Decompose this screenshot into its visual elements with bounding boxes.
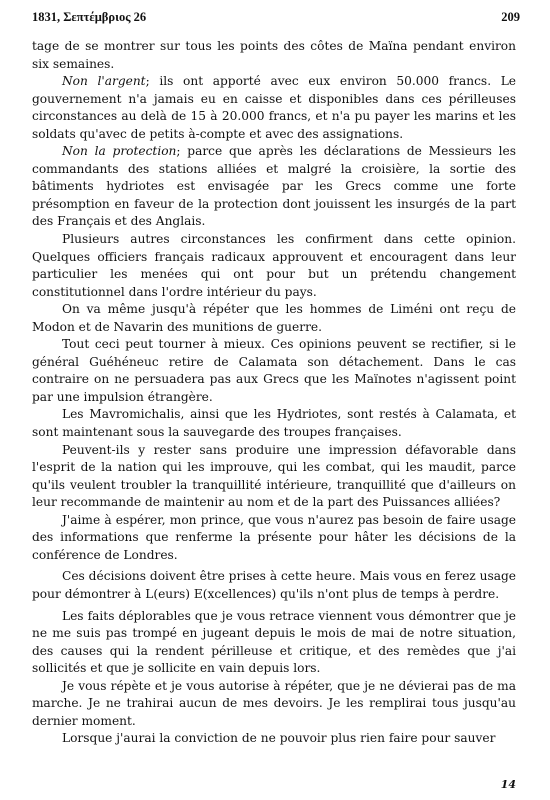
header-date: 1831, Σεπτέμβριος 26 bbox=[32, 10, 147, 24]
paragraph bbox=[32, 143, 516, 231]
paragraph bbox=[32, 730, 516, 748]
paragraph-text: On va même jusqu'à répéter que les hommes de Liméni ont reçu de Modon et de Navarin des munitions de guerre. bbox=[32, 302, 516, 334]
paragraph bbox=[32, 442, 516, 512]
paragraph bbox=[32, 231, 516, 301]
paragraph bbox=[32, 678, 516, 731]
page-number: 209 bbox=[501, 10, 520, 24]
paragraph bbox=[32, 512, 516, 565]
paragraph-text: Ces décisions doivent être prises à cette heure. Mais vous en ferez usage pour démontrer à L(eurs) E(xcellences) qu'ils n'ont plus de temps à perdre. bbox=[32, 569, 516, 601]
running-head bbox=[32, 10, 520, 26]
paragraph-text: Lorsque j'aurai la conviction de ne pouvoir plus rien faire pour sauver bbox=[62, 731, 496, 746]
paragraph bbox=[32, 301, 516, 336]
paragraph bbox=[32, 568, 516, 603]
paragraph-text: Les faits déplorables que je vous retrace viennent vous démontrer que je ne me suis pas trompé en jugeant depuis le mois de mai de notre situation, des causes qui la rendent périlleuse et critique, et des remèdes que j'ai sollicités et que je sollicite en vain depuis lors. bbox=[32, 608, 516, 676]
paragraph-text: ; ils ont apporté avec eux environ 50.000 francs. Le gouvernement n'a jamais eu en caisse et disponibles dans ces périlleuses circonstances au delà de 15 à 20.000 francs, et n'a pu payer les marins et les soldats qu'avec de petits à-compte et avec des assignations. bbox=[32, 74, 517, 141]
signature-mark: 14 bbox=[500, 778, 516, 791]
paragraph-text: Tout ceci peut tourner à mieux. Ces opinions peuvent se rectifier, si le général Guéhéneuc retire de Calamata son détachement. Dans le cas contraire on ne persuadera pas aux Grecs que les Maïnotes n'agissent point par une impulsion étrangère. bbox=[32, 337, 516, 404]
paragraph bbox=[32, 336, 516, 406]
body-text bbox=[32, 38, 516, 748]
paragraph-text: ; parce que après les déclarations de Messieurs les commandants des stations alliées et malgré la croisière, la sortie des bâtiments hydriotes est envisagée par les Grecs comme une forte présomption en faveur de la protection dont jouissent les insurgés de la part des Français et des Anglais. bbox=[32, 144, 516, 229]
paragraph bbox=[32, 38, 516, 73]
paragraph-lead: Non l'argent bbox=[62, 74, 146, 89]
paragraph-text: Je vous répète et je vous autorise à répéter, que je ne dévierai pas de ma marche. Je ne trahirai aucun de mes devoirs. Je les remplirai tous jusqu'au dernier moment. bbox=[32, 678, 516, 728]
paragraph-text: J'aime à espérer, mon prince, que vous n'aurez pas besoin de faire usage des informations que renferme la présente pour hâter les décisions de la conférence de Londres. bbox=[32, 512, 516, 562]
paragraph-text: Plusieurs autres circonstances les confirment dans cette opinion. Quelques officiers français radicaux approuvent et encouragent dans leur particulier les menées qui ont pour but un prétendu changement constitutionnel dans l'ordre intérieur du pays. bbox=[32, 232, 516, 299]
paragraph-text: Peuvent-ils y rester sans produire une impression défavorable dans l'esprit de la nation qui les improuve, qui les combat, qui les maudit, parce qu'ils veulent troubler la tranquillité intérieure, tranquillité que d'ailleurs on leur recommande de maintenir au nom et de la part des Puissances alliées? bbox=[32, 442, 516, 510]
paragraph-text: tage de se montrer sur tous les points des côtes de Maïna pendant environ six semaines. bbox=[32, 39, 516, 71]
paragraph-lead: Non la protection bbox=[62, 144, 177, 159]
paragraph bbox=[32, 73, 516, 143]
paragraph-text: Les Mavromichalis, ainsi que les Hydriotes, sont restés à Calamata, et sont maintenant sous la sauvegarde des troupes françaises. bbox=[32, 407, 516, 440]
paragraph bbox=[32, 406, 516, 441]
paragraph bbox=[32, 608, 516, 678]
